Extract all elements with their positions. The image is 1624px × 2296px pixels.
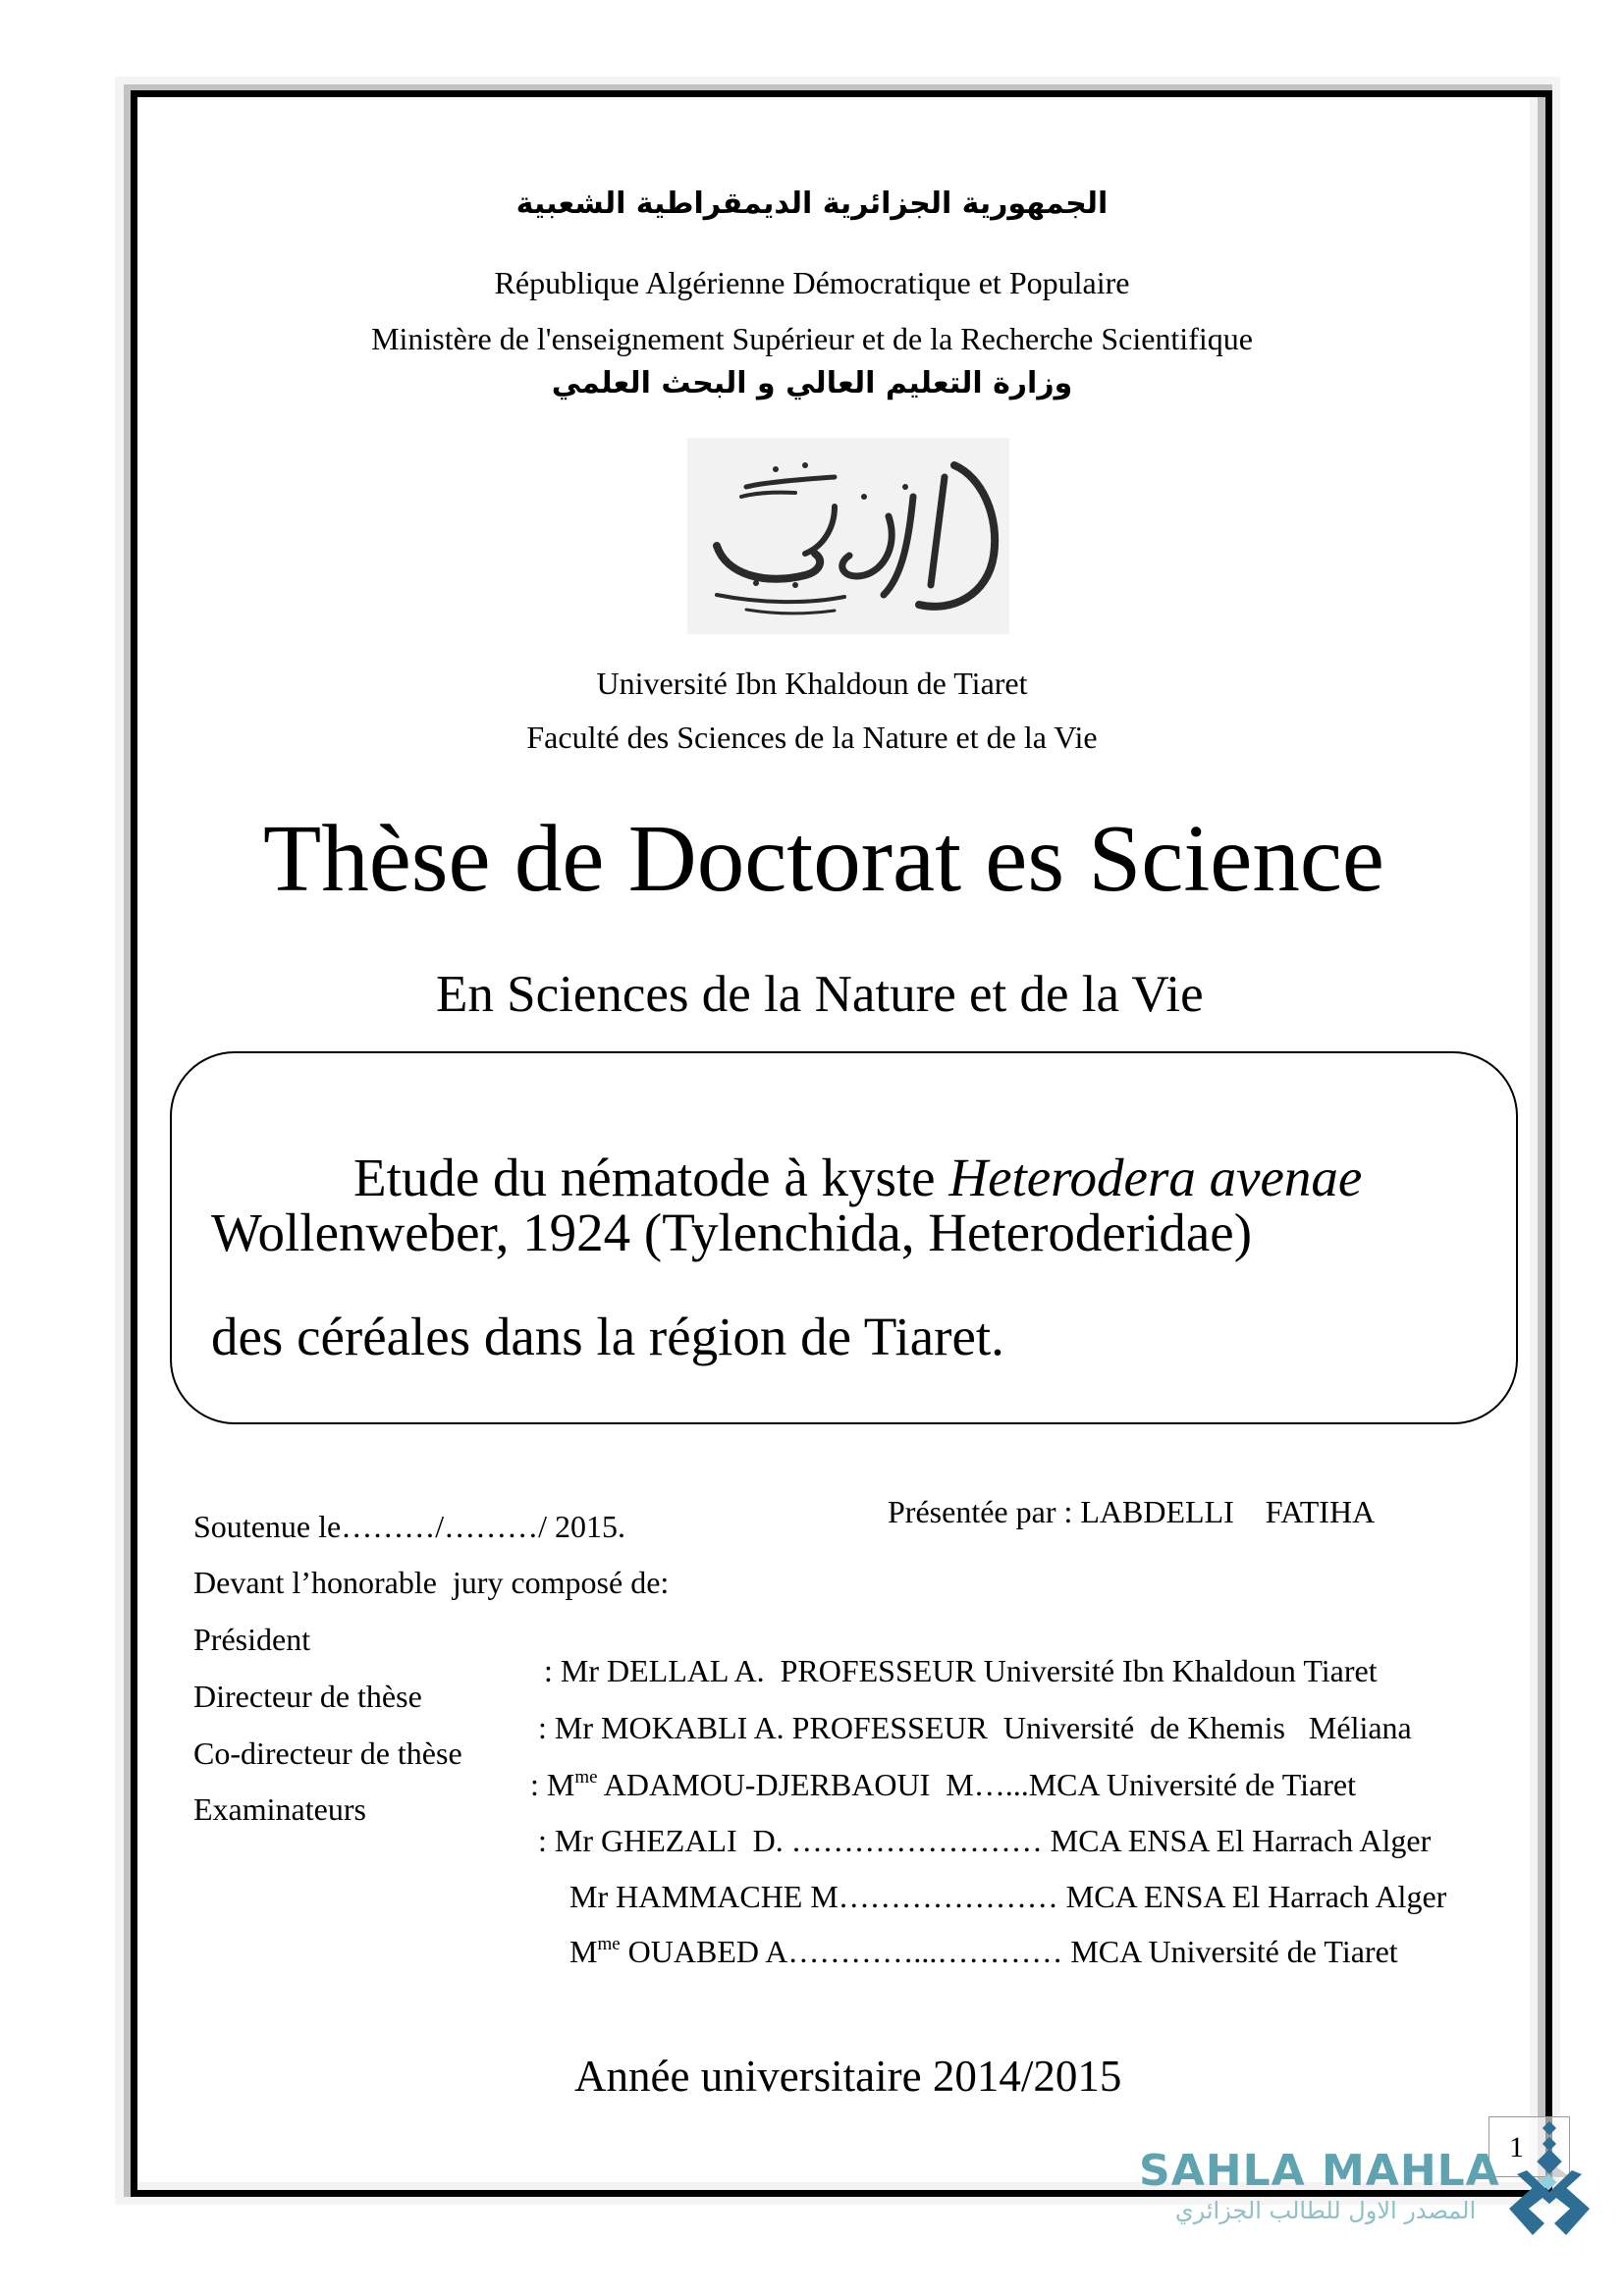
jury-intro: Devant l’honorable jury composé de:: [193, 1565, 670, 1600]
watermark-brand: SAHLA MAHLA: [1139, 2146, 1500, 2196]
defense-date: Soutenue le………/………/ 2015.: [193, 1509, 625, 1544]
jury-title: M: [569, 1934, 598, 1969]
jury-role-codirector: Co-directeur de thèse: [193, 1735, 462, 1771]
page-number: 1: [1509, 2131, 1524, 2163]
jury-title-superscript: me: [574, 1767, 598, 1788]
jury-details: OUABED A…………...………… MCA Université de Tiaret: [620, 1934, 1398, 1969]
jury-title: Mr: [560, 1653, 599, 1688]
watermark-tagline: المصدر الاول للطالب الجزائري: [1174, 2197, 1477, 2224]
jury-colon: :: [538, 1710, 555, 1745]
presented-by-label: Présentée par :: [888, 1494, 1081, 1529]
jury-details: GHEZALI D. …………………… MCA ENSA El Harrach Alger: [593, 1823, 1432, 1858]
watermark-logo-icon: [1507, 2115, 1600, 2238]
thesis-title-line-3: des céréales dans la région de Tiaret.: [211, 1307, 1004, 1366]
jury-title: Mr: [554, 1710, 593, 1745]
ministry-heading: Ministère de l'enseignement Supérieur et de la Recherche Scientifique: [371, 321, 1253, 356]
university-name: Université Ibn Khaldoun de Tiaret: [596, 666, 1028, 701]
frame-inner-shade-right: [1530, 97, 1545, 2190]
thesis-type-title: Thèse de Doctorat es Science: [263, 806, 1384, 911]
presented-by: [856, 1465, 1375, 1559]
jury-details: DELLAL A. PROFESSEUR Université Ibn Khaldoun Tiaret: [599, 1653, 1378, 1688]
species-name: Heterodera avenae: [948, 1148, 1363, 1207]
jury-title-superscript: me: [597, 1934, 621, 1954]
university-calligraphy-logo-icon: [687, 438, 1009, 634]
jury-role-president: Président: [193, 1622, 311, 1657]
jury-colon: :: [538, 1823, 555, 1858]
arabic-republic-heading: الجمهورية الجزائرية الديمقراطية الشعبية: [515, 187, 1109, 221]
jury-details: MOKABLI A. PROFESSEUR Université de Khemis Méliana: [593, 1710, 1412, 1745]
jury-title: Mr: [554, 1823, 593, 1858]
republic-heading: République Algérienne Démocratique et Populaire: [494, 265, 1130, 300]
author-name: LABDELLI FATIHA: [1080, 1494, 1376, 1529]
university-logo: [687, 438, 1009, 634]
jury-details: ADAMOU-DJERBAOUI M…...MCA Université de Tiaret: [597, 1767, 1357, 1802]
thesis-field-subtitle: En Sciences de la Nature et de la Vie: [436, 966, 1204, 1023]
jury-role-director: Directeur de thèse: [193, 1679, 422, 1714]
jury-title: Mr: [569, 1879, 609, 1914]
thesis-title-line-2: Wollenweber, 1924 (Tylenchida, Heteroderidae): [211, 1202, 1253, 1262]
arabic-ministry-heading: وزارة التعليم العالي و البحث العلمي: [551, 366, 1073, 400]
title-line-1-text: Etude du nématode à kyste: [353, 1148, 949, 1207]
jury-title: M: [546, 1767, 575, 1802]
jury-colon: :: [544, 1653, 561, 1688]
jury-member-examiner-3: [522, 1904, 1398, 1999]
faculty-name: Faculté des Sciences de la Nature et de la Vie: [526, 720, 1098, 755]
academic-year: Année universitaire 2014/2015: [574, 2052, 1122, 2101]
jury-colon: :: [530, 1767, 547, 1802]
jury-details: HAMMACHE M………………… MCA ENSA El Harrach Alger: [608, 1879, 1447, 1914]
jury-role-examiners: Examinateurs: [193, 1791, 366, 1827]
